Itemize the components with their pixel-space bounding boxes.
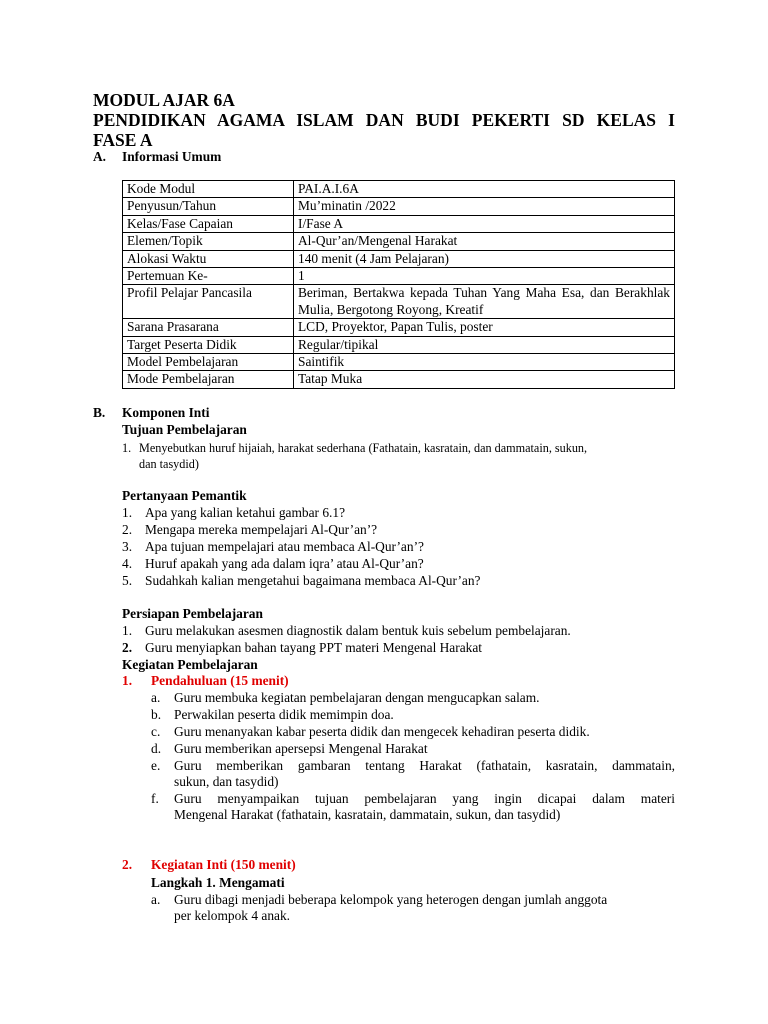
list-number: 2.	[122, 640, 133, 655]
inti-title: Kegiatan Inti (150 menit)	[151, 857, 296, 872]
list-letter: a.	[151, 892, 161, 907]
module-phase: FASE A	[93, 130, 153, 150]
table-value: 140 menit (4 Jam Pelajaran)	[294, 250, 675, 267]
table-label: Model Pembelajaran	[123, 354, 294, 371]
list-item: Huruf apakah yang ada dalam iqra’ atau Al-Qur’an?	[145, 556, 424, 571]
table-row	[123, 371, 675, 388]
list-letter: f.	[151, 791, 159, 806]
table-value: LCD, Proyektor, Papan Tulis, poster	[294, 319, 675, 336]
list-item-continuation: sukun, dan tasydid)	[174, 774, 279, 789]
list-item: Apa tujuan mempelajari atau membaca Al-Qur’an’?	[145, 539, 424, 554]
list-item: Sudahkah kalian mengetahui bagaimana membaca Al-Qur’an?	[145, 573, 481, 588]
pendahuluan-title: Pendahuluan (15 menit)	[151, 673, 289, 688]
table-row	[123, 285, 675, 319]
section-b-title: Komponen Inti	[122, 405, 210, 420]
table-row	[123, 250, 675, 267]
table-label: Kelas/Fase Capaian	[123, 215, 294, 232]
table-label: Alokasi Waktu	[123, 250, 294, 267]
tujuan-number: 1.	[122, 441, 132, 455]
tujuan-line-2: dan tasydid)	[139, 457, 199, 471]
section-b-letter: B.	[93, 405, 106, 420]
kegiatan-title: Kegiatan Pembelajaran	[122, 657, 258, 672]
list-item-continuation: per kelompok 4 anak.	[174, 908, 291, 923]
list-number: 1.	[122, 623, 133, 638]
list-item-continuation: Mengenal Harakat (fathatain, kasratain, dammatain, sukun, dan tasydid)	[174, 807, 561, 822]
table-value: Tatap Muka	[294, 371, 675, 388]
module-subject: PENDIDIKAN AGAMA ISLAM DAN BUDI PEKERTI SD KELAS I	[93, 110, 675, 130]
section-a-title: Informasi Umum	[122, 149, 222, 164]
table-row	[123, 268, 675, 285]
table-value: Mu’minatin /2022	[294, 198, 675, 215]
table-label: Sarana Prasarana	[123, 319, 294, 336]
inti-number: 2.	[122, 857, 133, 872]
table-row	[123, 336, 675, 353]
list-item: Guru menyiapkan bahan tayang PPT materi Mengenal Harakat	[145, 640, 483, 655]
persiapan-title: Persiapan Pembelajaran	[122, 606, 263, 621]
info-table	[122, 180, 675, 389]
list-number: 4.	[122, 556, 133, 571]
list-item: Guru dibagi menjadi beberapa kelompok yang heterogen dengan jumlah anggota	[174, 892, 608, 907]
list-item: Guru memberikan apersepsi Mengenal Harakat	[174, 741, 428, 756]
table-value: Beriman, Bertakwa kepada Tuhan Yang Maha Esa, dan Berakhlak Mulia, Bergotong Royong, Kreatif	[294, 285, 675, 319]
table-row	[123, 181, 675, 198]
table-value: Al-Qur’an/Mengenal Harakat	[294, 233, 675, 250]
table-label: Target Peserta Didik	[123, 336, 294, 353]
module-title: MODUL AJAR 6A	[93, 90, 235, 110]
list-item: Guru membuka kegiatan pembelajaran dengan mengucapkan salam.	[174, 690, 540, 705]
list-number: 2.	[122, 522, 133, 537]
list-item: Guru menanyakan kabar peserta didik dan mengecek kehadiran peserta didik.	[174, 724, 590, 739]
table-value: PAI.A.I.6A	[294, 181, 675, 198]
list-letter: e.	[151, 758, 161, 773]
table-label: Elemen/Topik	[123, 233, 294, 250]
table-row	[123, 319, 675, 336]
list-item: Guru memberikan gambaran tentang Harakat (fathatain, kasratain, dammatain,	[174, 758, 675, 773]
list-letter: c.	[151, 724, 161, 739]
tujuan-line-1: Menyebutkan huruf hijaiah, harakat sederhana (Fathatain, kasratain, dan dammatain, sukun,	[139, 441, 588, 455]
list-letter: a.	[151, 690, 161, 705]
list-item: Apa yang kalian ketahui gambar 6.1?	[145, 505, 346, 520]
table-row	[123, 215, 675, 232]
list-item: Perwakilan peserta didik memimpin doa.	[174, 707, 394, 722]
table-label: Penyusun/Tahun	[123, 198, 294, 215]
table-value: Saintifik	[294, 354, 675, 371]
list-item: Mengapa mereka mempelajari Al-Qur’an’?	[145, 522, 378, 537]
list-letter: d.	[151, 741, 162, 756]
pendahuluan-number: 1.	[122, 673, 133, 688]
table-label: Kode Modul	[123, 181, 294, 198]
tujuan-title: Tujuan Pembelajaran	[122, 422, 247, 437]
table-label: Pertemuan Ke-	[123, 268, 294, 285]
table-label: Mode Pembelajaran	[123, 371, 294, 388]
table-value: 1	[294, 268, 675, 285]
table-row	[123, 233, 675, 250]
langkah-title: Langkah 1. Mengamati	[151, 875, 285, 890]
list-item: Guru menyampaikan tujuan pembelajaran yang ingin dicapai dalam materi	[174, 791, 675, 806]
list-number: 5.	[122, 573, 133, 588]
list-number: 1.	[122, 505, 133, 520]
list-letter: b.	[151, 707, 162, 722]
list-number: 3.	[122, 539, 133, 554]
section-a-letter: A.	[93, 149, 107, 164]
pemantik-title: Pertanyaan Pemantik	[122, 488, 247, 503]
table-row	[123, 354, 675, 371]
table-label: Profil Pelajar Pancasila	[123, 285, 294, 319]
table-value: I/Fase A	[294, 215, 675, 232]
table-value: Regular/tipikal	[294, 336, 675, 353]
table-row	[123, 198, 675, 215]
list-item: Guru melakukan asesmen diagnostik dalam bentuk kuis sebelum pembelajaran.	[145, 623, 571, 638]
